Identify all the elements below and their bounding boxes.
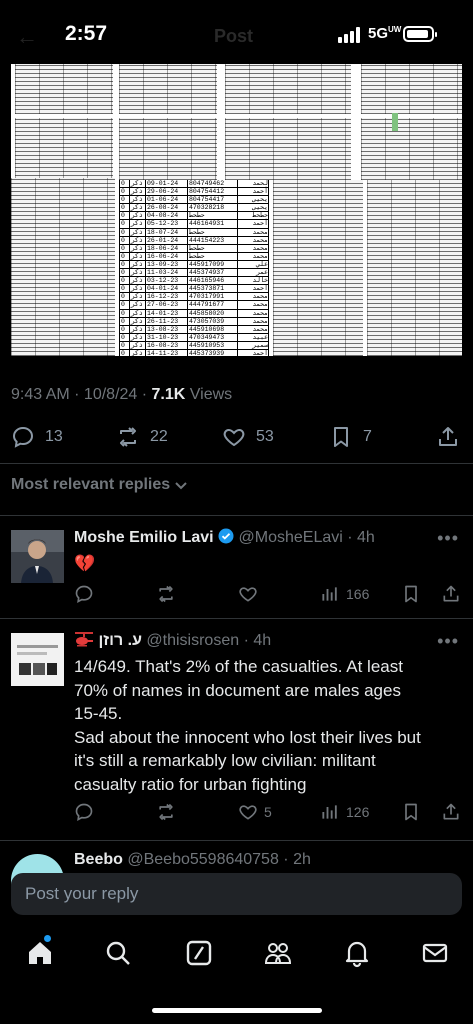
reply-button[interactable] (74, 802, 100, 822)
document-cell: 470328218 (188, 204, 238, 211)
document-cell: 13-09-23 (146, 261, 188, 268)
document-cell: 0 (120, 366, 130, 373)
reply-input[interactable] (11, 873, 462, 915)
document-cell: ذكر (130, 220, 146, 227)
back-arrow-icon[interactable]: ← (16, 24, 38, 49)
document-cell: 0 (120, 188, 130, 195)
document-cell: 26-11-23 (146, 318, 188, 325)
document-cell: عبيد (238, 334, 269, 341)
document-row (120, 293, 269, 301)
display-name[interactable]: Beebo (74, 851, 123, 868)
document-cell: 0 (120, 293, 130, 300)
document-sheet (225, 118, 351, 180)
document-cell: 08-05-24 (146, 358, 188, 365)
document-cell: 09-01-24 (146, 180, 188, 187)
chevron-down-icon (174, 478, 188, 492)
repost-icon (116, 425, 140, 449)
document-row (120, 220, 269, 228)
share-button[interactable] (441, 584, 467, 604)
document-sheet (361, 64, 462, 114)
document-cell: ذكر (130, 342, 146, 349)
more-options-icon[interactable]: ••• (437, 631, 459, 651)
document-cell: عمر (238, 269, 269, 276)
document-cell: ذكر (130, 188, 146, 195)
reply-text: 💔 (74, 554, 96, 573)
document-row (120, 342, 269, 350)
reply-header: Moshe Emilio Lavi @MosheELavi · 4h (74, 529, 375, 546)
post-time: 9:43 AM (11, 386, 70, 403)
document-sheet (119, 118, 217, 180)
document-cell: سمير (238, 342, 269, 349)
reply-time: 4h (253, 632, 272, 649)
views-button[interactable] (320, 584, 369, 604)
views-count: 126 (346, 804, 370, 820)
replies-sort-dropdown[interactable] (11, 476, 188, 494)
document-sheet (367, 180, 462, 356)
reply-time: 2h (293, 851, 311, 868)
home-icon (26, 939, 54, 967)
document-row (120, 285, 269, 293)
analytics-icon (320, 802, 340, 822)
display-name[interactable]: Moshe Emilio Lavi (74, 529, 214, 546)
document-cell: محمد (238, 253, 269, 260)
document-cell: ذكر (130, 180, 146, 187)
avatar[interactable] (11, 633, 64, 686)
share-icon (436, 425, 460, 449)
document-cell: 473057039 (188, 318, 238, 325)
document-row (120, 334, 269, 342)
reply-header: Beebo @Beebo5598640758 · 2h (74, 851, 311, 868)
reply-text-line: Sad about the innocent who lost their lives but (74, 727, 421, 747)
document-cell: 445910953 (188, 342, 238, 349)
document-cell: 0 (120, 261, 130, 268)
document-cell: 16-06-23 (146, 366, 188, 373)
document-cell: 804754417 (188, 196, 238, 203)
reply-actions (74, 584, 464, 608)
document-cell: محمد (238, 326, 269, 333)
document-cell: 0 (120, 334, 130, 341)
document-cell: حطحط (188, 253, 238, 260)
document-cell: 470349473 (188, 334, 238, 341)
document-cell: خالد (238, 277, 269, 284)
share-button[interactable] (436, 425, 470, 449)
document-cell: 434630081 (188, 358, 238, 365)
casualty-table (119, 180, 269, 374)
bookmark-count: 7 (363, 428, 372, 445)
views-count: 7.1K (151, 386, 186, 403)
share-button[interactable] (441, 802, 467, 822)
tab-notifications[interactable] (343, 939, 371, 967)
notifications-icon (343, 939, 371, 967)
document-cell: 26-01-24 (146, 237, 188, 244)
tab-grok[interactable] (185, 939, 213, 967)
reply-text (74, 655, 464, 796)
tab-communities[interactable] (264, 939, 292, 967)
reply-item[interactable] (0, 516, 473, 617)
home-indicator[interactable] (152, 1008, 322, 1013)
tab-home[interactable] (26, 939, 54, 967)
profile-photo (11, 633, 64, 686)
repost-button[interactable] (156, 802, 182, 822)
repost-button[interactable] (116, 425, 168, 449)
document-cell: ذكر (130, 293, 146, 300)
like-button[interactable] (222, 425, 274, 449)
document-cell: ذكر (130, 350, 146, 357)
views-label: Views (189, 386, 233, 403)
document-cell: محمد (238, 237, 269, 244)
document-cell: 0 (120, 269, 130, 276)
document-cell: ذكر (130, 301, 146, 308)
reply-text-line: 15-45. (74, 704, 123, 723)
document-row (120, 253, 269, 261)
reply-button[interactable] (11, 425, 63, 449)
document-cell: ذكر (130, 245, 146, 252)
post-image[interactable] (11, 64, 462, 374)
divider (0, 463, 473, 464)
reply-icon (74, 802, 94, 822)
tab-messages[interactable] (421, 939, 449, 967)
document-cell: محمد (238, 301, 269, 308)
bookmark-button[interactable] (329, 425, 372, 449)
document-cell: 470317991 (188, 293, 238, 300)
document-row (120, 188, 269, 196)
messages-icon (421, 939, 449, 967)
document-cell: ذكر (130, 253, 146, 260)
like-button[interactable] (238, 584, 264, 604)
document-cell: حطحط (188, 245, 238, 252)
document-cell: احمد (238, 350, 269, 357)
document-row (120, 180, 269, 188)
document-row (120, 196, 269, 204)
document-sheet (15, 64, 113, 114)
bookmark-icon (401, 584, 421, 604)
document-cell: لحمد (238, 180, 269, 187)
document-cell: 0 (120, 196, 130, 203)
document-cell: 0 (120, 204, 130, 211)
reply-item[interactable] (0, 619, 473, 839)
status-bar (0, 0, 473, 64)
tab-search[interactable] (104, 939, 132, 967)
post-date: 10/8/24 (83, 386, 138, 403)
document-cell: 0 (120, 220, 130, 227)
document-cell: ذكر (130, 285, 146, 292)
page-title: Post (214, 26, 254, 46)
document-row (120, 245, 269, 253)
document-cell: 0 (120, 277, 130, 284)
document-cell: 445858020 (188, 310, 238, 317)
document-cell: 18-06-24 (146, 245, 188, 252)
reply-text-line: 14/649. That's 2% of the casualties. At least (74, 657, 403, 676)
document-cell: ذكر (130, 334, 146, 341)
document-cell: ذكر (130, 212, 146, 219)
repost-button[interactable] (156, 584, 182, 604)
document-cell: 18-07-24 (146, 229, 188, 236)
document-cell: حطحط (188, 212, 238, 219)
user-handle[interactable]: @MosheELavi (238, 529, 343, 546)
document-cell: محمد (238, 229, 269, 236)
document-row (120, 350, 269, 358)
document-cell: 444791677 (188, 301, 238, 308)
display-name[interactable]: ע. רוזן (98, 632, 142, 649)
document-cell: 444154223 (188, 237, 238, 244)
document-cell: 11-03-24 (146, 269, 188, 276)
avatar[interactable] (11, 530, 64, 583)
document-cell: 0 (120, 229, 130, 236)
document-cell: ذكر (130, 196, 146, 203)
document-cell: 804754412 (188, 188, 238, 195)
document-cell: يحيى (238, 196, 269, 203)
heart-icon (222, 425, 246, 449)
document-sheet (225, 64, 351, 114)
document-cell: 445374937 (188, 269, 238, 276)
reply-time: 4h (357, 529, 375, 546)
document-cell: ذكر (130, 366, 146, 373)
document-cell: 0 (120, 245, 130, 252)
user-handle[interactable]: @Beebo5598640758 (127, 851, 279, 868)
document-cell: أحمد (238, 188, 269, 195)
document-cell: 0 (120, 301, 130, 308)
document-row (120, 366, 269, 374)
search-icon (104, 939, 132, 967)
document-row (120, 212, 269, 220)
document-row (120, 269, 269, 277)
repost-icon (156, 802, 176, 822)
document-row (120, 301, 269, 309)
analytics-icon (320, 584, 340, 604)
reply-text-line: casualty ratio for urban fighting (74, 774, 307, 794)
reply-text-line: it's still a remarkably low civilian: militant (74, 751, 376, 770)
document-cell: 16-12-23 (146, 293, 188, 300)
document-cell: 04-08-24 (146, 212, 188, 219)
cellular-signal-icon (338, 27, 362, 43)
reply-icon (11, 425, 35, 449)
document-cell: 05-12-23 (146, 220, 188, 227)
share-icon (441, 584, 461, 604)
verified-badge-icon (218, 528, 234, 544)
document-cell: محمد (238, 318, 269, 325)
document-cell: يحيى (238, 204, 269, 211)
document-cell: ذكر (130, 204, 146, 211)
document-row (120, 326, 269, 334)
reply-count: 13 (45, 428, 63, 445)
reply-button[interactable] (74, 584, 100, 604)
document-cell: 16-08-23 (146, 342, 188, 349)
document-cell: ذكر (130, 269, 146, 276)
new-posts-dot (44, 935, 51, 942)
reply-header: ע. רוזן @thisisrosen · 4h (74, 631, 271, 650)
document-cell: 13-08-23 (146, 326, 188, 333)
document-cell: احمد (238, 285, 269, 292)
heart-icon (238, 584, 258, 604)
document-cell: 444625248 (188, 366, 238, 373)
more-options-icon[interactable]: ••• (437, 528, 459, 548)
battery-icon (403, 26, 434, 42)
document-row (120, 204, 269, 212)
document-cell: 0 (120, 318, 130, 325)
repost-count: 22 (150, 428, 168, 445)
repost-icon (156, 584, 176, 604)
document-cell: ذكر (130, 326, 146, 333)
document-cell: 16-06-24 (146, 253, 188, 260)
bottom-tab-bar (0, 925, 473, 983)
share-icon (441, 802, 461, 822)
document-cell: 01-06-24 (146, 196, 188, 203)
document-row (120, 277, 269, 285)
document-cell: حطحط (238, 212, 269, 219)
document-cell: 31-10-23 (146, 334, 188, 341)
heart-icon (238, 802, 258, 822)
document-cell: 445917099 (188, 261, 238, 268)
document-row (120, 358, 269, 366)
document-cell: 0 (120, 326, 130, 333)
highlight-mark (392, 113, 398, 131)
document-cell: 446165946 (188, 277, 238, 284)
profile-photo (11, 530, 64, 583)
document-cell: 445373939 (188, 350, 238, 357)
document-cell: 0 (120, 253, 130, 260)
user-handle[interactable]: @thisisrosen (146, 632, 240, 649)
document-row (120, 237, 269, 245)
document-cell: ذكر (130, 261, 146, 268)
reply-text-line: 70% of names in document are males ages (74, 680, 401, 700)
document-sheet (11, 178, 115, 356)
document-cell: محمد (238, 245, 269, 252)
like-count: 53 (256, 428, 274, 445)
document-cell: ذكر (130, 358, 146, 365)
views-button[interactable] (320, 802, 369, 822)
document-cell: 14-11-23 (146, 350, 188, 357)
document-cell: 0 (120, 350, 130, 357)
document-cell: ذكر (130, 277, 146, 284)
bookmark-icon (401, 802, 421, 822)
document-cell: 27-06-23 (146, 301, 188, 308)
document-cell: 0 (120, 180, 130, 187)
network-type: $5G^{UW}$ (368, 25, 402, 42)
document-row (120, 318, 269, 326)
document-cell: محمد (238, 293, 269, 300)
replies-sort-label: Most relevant replies (11, 476, 171, 493)
document-cell: 29-06-24 (146, 188, 188, 195)
document-cell: علي (238, 261, 269, 268)
grok-icon (185, 939, 213, 967)
document-cell: 0 (120, 237, 130, 244)
document-cell: 14-01-23 (146, 310, 188, 317)
document-cell: 0 (120, 310, 130, 317)
document-row (120, 310, 269, 318)
document-cell: 03-12-23 (146, 277, 188, 284)
document-cell: 0 (120, 285, 130, 292)
reply-icon (74, 584, 94, 604)
document-sheet (273, 180, 363, 356)
post-actions (0, 421, 473, 453)
reply-item[interactable] (0, 841, 473, 868)
document-cell: 0 (120, 358, 130, 365)
document-cell: حسن (238, 358, 269, 365)
document-cell: ذكر (130, 310, 146, 317)
document-sheet (119, 64, 217, 114)
like-button[interactable] (238, 802, 272, 822)
document-cell: ذكر (130, 237, 146, 244)
document-cell: يوسف (238, 366, 269, 373)
bookmark-button[interactable] (401, 802, 427, 822)
document-cell: أحمد (238, 220, 269, 227)
document-row (120, 261, 269, 269)
document-cell: 446164931 (188, 220, 238, 227)
document-cell: 804749462 (188, 180, 238, 187)
communities-icon (264, 939, 292, 967)
document-cell: 04-01-24 (146, 285, 188, 292)
document-sheet (361, 118, 462, 180)
post-meta: 9:43 AM · 10/8/24 · 7.1K Views (11, 386, 233, 403)
document-row (120, 229, 269, 237)
document-cell: 0 (120, 212, 130, 219)
helicopter-emoji-icon (74, 631, 94, 647)
document-cell: حطحط (188, 229, 238, 236)
document-cell: ذكر (130, 318, 146, 325)
reply-actions (74, 802, 464, 826)
bookmark-icon (329, 425, 353, 449)
document-cell: 26-08-24 (146, 204, 188, 211)
document-cell: 0 (120, 342, 130, 349)
like-count: 5 (264, 804, 272, 820)
views-count: 166 (346, 586, 370, 602)
document-cell: 445910698 (188, 326, 238, 333)
document-cell: محمد (238, 310, 269, 317)
status-time: 2:57 (65, 22, 108, 45)
document-cell: ذكر (130, 229, 146, 236)
document-cell: 445373871 (188, 285, 238, 292)
document-sheet (15, 118, 113, 180)
bookmark-button[interactable] (401, 584, 427, 604)
reply-composer[interactable] (11, 873, 462, 915)
